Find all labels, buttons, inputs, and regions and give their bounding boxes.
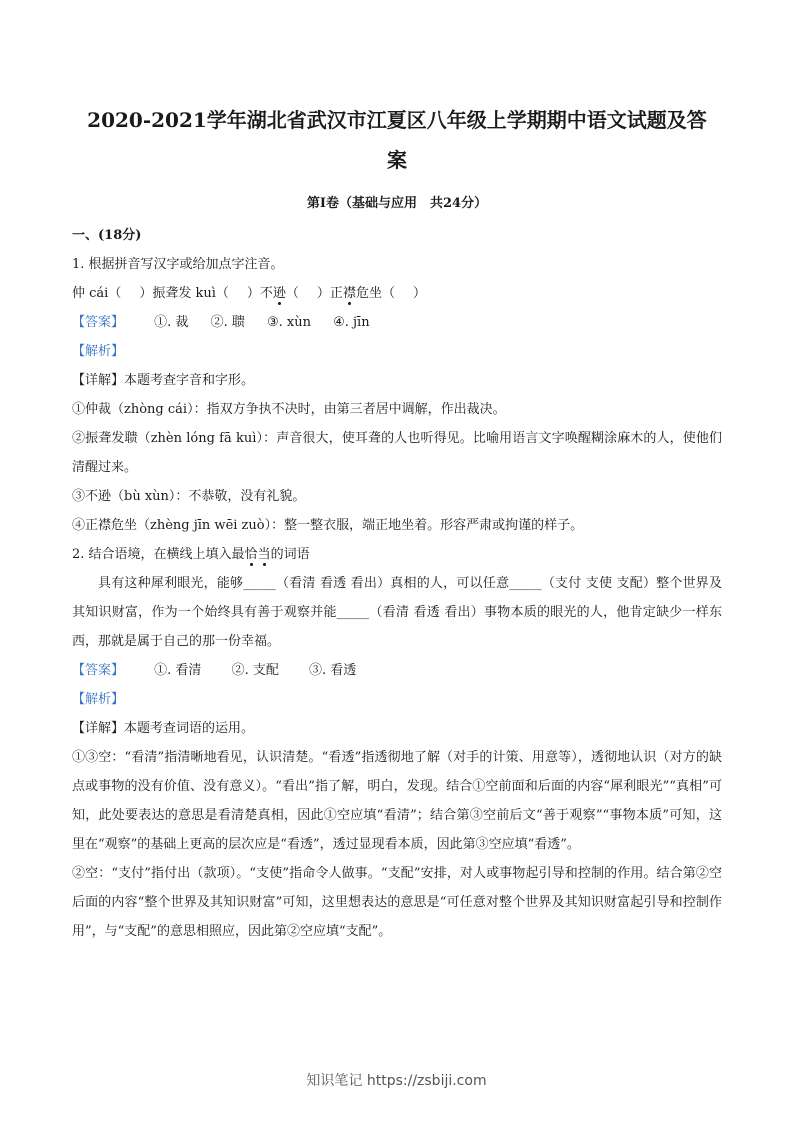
q2-prompt	[72, 540, 722, 569]
section-heading: 一、(18分)	[72, 228, 142, 243]
q2-dotted-char-1: 恰	[244, 547, 258, 562]
q2-prompt-pre: 2. 结合语境，在横线上填入最	[72, 547, 245, 562]
q1-dotted-char-xun: 逊	[272, 286, 286, 301]
q1-analysis-tag: 【解析】	[72, 344, 125, 359]
q2-prompt-post: 的词语	[270, 547, 310, 562]
q1-item-e: 危坐（	[355, 286, 395, 301]
q2-note-1: ①③空：“看清”指清晰地看见，认识清楚。“看透”指透彻地了解（对手的计策、用意等），透彻地认识（对方的缺点或事物的没有价值、没有意义）。“看出”指了解，明白，发现。结合①空前面和后面的内容“犀利眼光”“真相”可知，此处要表达的意思是看清楚真相，因此①空应填“看清”；结合第③空前后文“善于观察”“事物本质”可知，这里在“观察”的基础上更高的层次应是“看透”，透过显现看本质，因此第③空应填“看透”。	[72, 750, 722, 852]
q1-answer	[72, 308, 722, 337]
q2-answer-3: ③. 看透	[308, 663, 357, 678]
q2-detail: 【详解】本题考查词语的运用。	[72, 721, 255, 736]
q1-item-b: ）振聋发 kuì（	[139, 286, 229, 301]
q1-item-d: ）正	[316, 286, 343, 301]
q1-answer-3: ③. xùn	[266, 315, 311, 330]
q2-answer-2: ②. 支配	[231, 663, 279, 678]
q1-item-a: 仲 cái（	[72, 286, 122, 301]
q1-answer-1: ①. 裁	[154, 315, 189, 330]
doc-subtitle: 第I卷（基础与应用 共24分）	[306, 196, 488, 211]
document-page	[72, 100, 722, 946]
title-line-1: 2020-2021学年湖北省武汉市江夏区八年级上学期期中语文试题及答	[87, 108, 707, 132]
doc-title	[72, 100, 722, 180]
q1-items	[72, 279, 722, 308]
q1-prompt: 1. 根据拼音写汉字或给加点字注音。	[72, 257, 284, 272]
q1-detail: 【详解】本题考查字音和字形。	[72, 373, 255, 388]
q1-item-c-post: （	[285, 286, 299, 301]
q2-answer-1: ①. 看清	[154, 663, 202, 678]
q2-note-2: ②空：“支付”指付出（款项）。“支使”指命令人做事。“支配”安排，对人或事物起引导和控制的作用。结合第②空后面的内容“整个世界及其知识财富”可知，这里想表达的意思是“可任意对整个世界及其知识财富起引导和控制作用”，与“支配”的意思相照应，因此第②空应填“支配”。	[72, 866, 722, 939]
q1-dotted-char-jin: 襟	[342, 286, 356, 301]
q1-answer-2: ②. 聩	[210, 315, 245, 330]
answer-tag: 【答案】	[72, 315, 125, 330]
q2-analysis-tag: 【解析】	[72, 692, 125, 707]
q2-answer	[72, 656, 722, 685]
q1-answer-4: ④. jīn	[333, 315, 370, 330]
q1-item-f: ）	[412, 286, 426, 301]
q2-dotted-char-2: 当	[257, 547, 271, 562]
footer-watermark: 知识笔记 https://zsbiji.com	[306, 1073, 487, 1089]
answer-tag: 【答案】	[72, 663, 125, 678]
q1-note-1: ①仲裁（zhòng cái）：指双方争执不决时，由第三者居中调解，作出裁决。	[72, 402, 506, 417]
q1-item-c-pre: ）不	[246, 286, 273, 301]
q2-passage: 具有这种犀利眼光，能够_____（看清 看透 看出）真相的人，可以任意_____（支付 支使 支配）整个世界及其知识财富，作为一个始终具有善于观察并能_____（看清 看透 看出）事物本质的眼光的人，他肯定缺少一样东西，那就是属于自己的那一份幸福。	[72, 576, 722, 649]
title-line-2: 案	[387, 148, 407, 172]
q1-note-4: ④正襟危坐（zhèng jīn wēi zuò）：整一整衣服，端正地坐着。形容严肃或拘谨的样子。	[72, 518, 584, 533]
q1-note-3: ③不逊（bù xùn）：不恭敬，没有礼貌。	[72, 489, 306, 504]
q1-note-2: ②振聋发聩（zhèn lóng fā kuì）：声音很大，使耳聋的人也听得见。比喻用语言文字唤醒糊涂麻木的人，使他们清醒过来。	[72, 431, 722, 475]
